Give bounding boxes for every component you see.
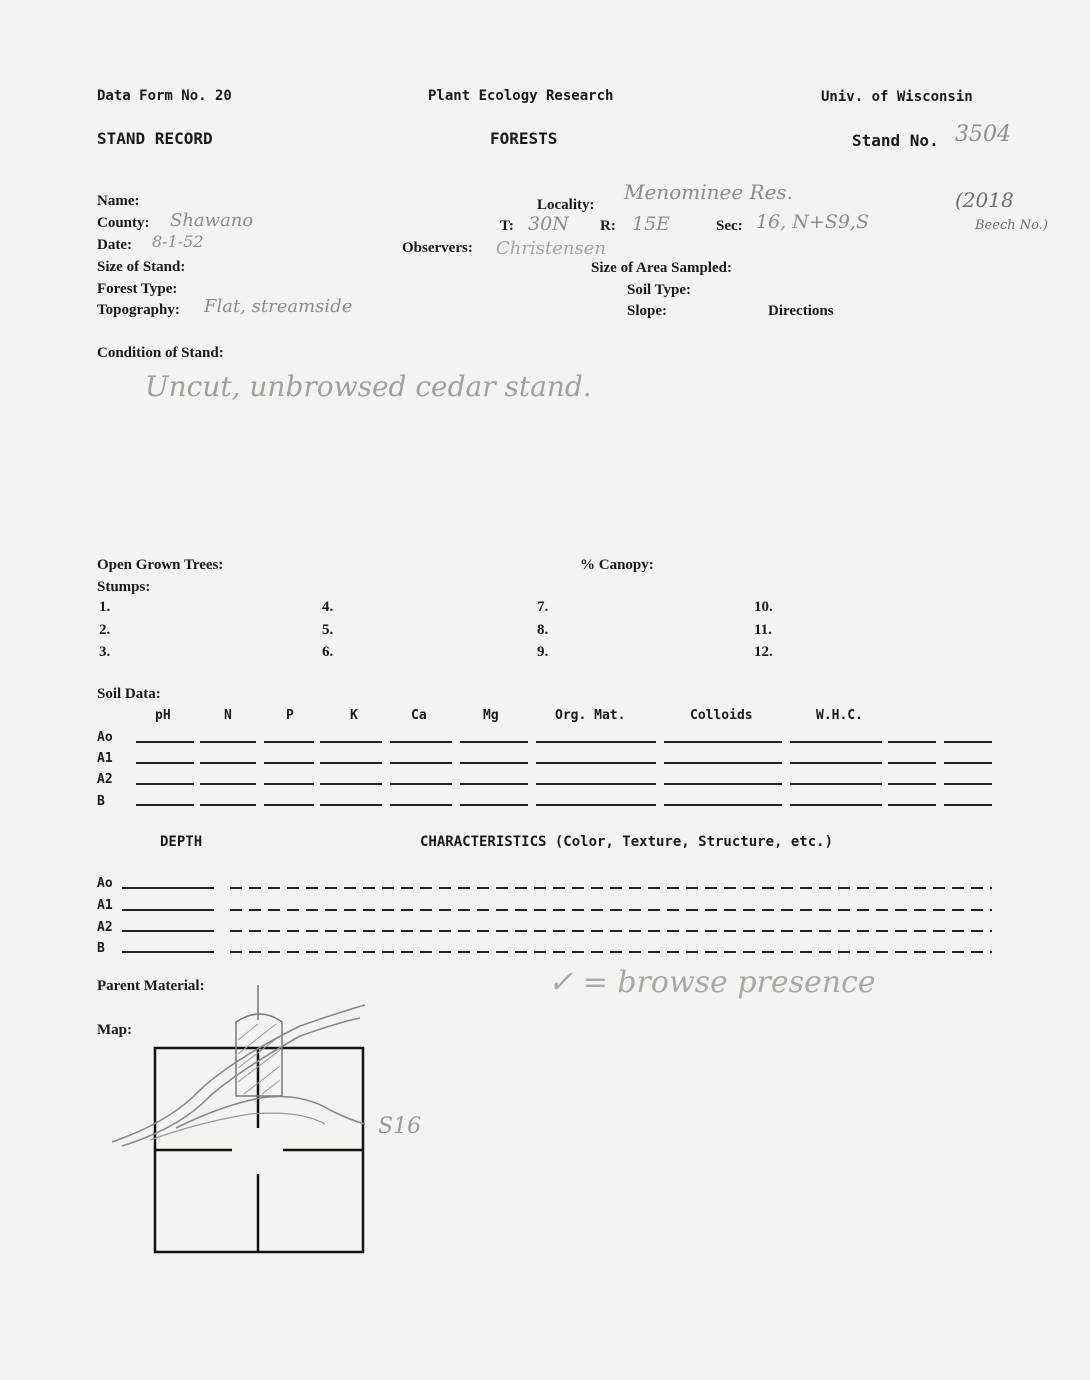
- stump-number: 4.: [322, 599, 334, 615]
- soil-column-header: W.H.C.: [816, 708, 863, 723]
- topography-value: Flat, streamside: [204, 296, 353, 317]
- form-type: FORESTS: [490, 129, 558, 148]
- parent-material-label: Parent Material:: [97, 978, 205, 994]
- stumps-label: Stumps:: [97, 579, 151, 595]
- stump-number: 7.: [537, 599, 549, 615]
- stump-number: 12.: [754, 644, 773, 660]
- soil-column-header: Org. Mat.: [555, 708, 626, 723]
- county-value: Shawano: [170, 210, 254, 231]
- soil-column-header: K: [350, 708, 358, 723]
- stand-number-label: Stand No.: [852, 131, 939, 150]
- depth-row-label: A1: [97, 898, 113, 913]
- stump-number: 6.: [322, 644, 334, 660]
- soil-row-label: A2: [97, 772, 113, 787]
- stand-number-value: 3504: [955, 122, 1011, 147]
- open-grown-trees-label: Open Grown Trees:: [97, 557, 224, 573]
- observers-label: Observers:: [402, 240, 473, 256]
- soil-column-header: Mg: [483, 708, 499, 723]
- date-value: 8-1-52: [152, 232, 204, 251]
- range-value: 15E: [632, 213, 671, 235]
- depth-row-label: Ao: [97, 876, 113, 891]
- characteristics-label: CHARACTERISTICS (Color, Texture, Structure, etc.): [420, 834, 834, 850]
- stump-number: 3.: [99, 644, 111, 660]
- locality-label: Locality:: [537, 197, 595, 213]
- canopy-label: % Canopy:: [580, 557, 654, 573]
- topography-label: Topography:: [97, 302, 180, 318]
- slope-label: Slope:: [627, 303, 668, 319]
- soil-data-label: Soil Data:: [97, 686, 161, 702]
- directions-label: Directions: [768, 303, 834, 319]
- township-value: 30N: [528, 213, 569, 235]
- soil-column-header: Colloids: [690, 708, 753, 723]
- name-label: Name:: [97, 193, 140, 209]
- soil-row-label: B: [97, 794, 105, 809]
- observers-value: Christensen: [496, 238, 606, 259]
- soil-row-label: A1: [97, 751, 113, 766]
- stump-number: 5.: [322, 622, 334, 638]
- soil-column-header: N: [224, 708, 232, 723]
- soil-column-header: P: [286, 708, 294, 723]
- size-area-sampled-label: Size of Area Sampled:: [591, 260, 732, 276]
- note-beech-number: Beech No.): [975, 218, 1048, 233]
- condition-value: Uncut, unbrowsed cedar stand.: [145, 370, 592, 403]
- stump-number: 1.: [99, 599, 111, 615]
- section-label: Sec:: [716, 218, 743, 234]
- date-label: Date:: [97, 237, 132, 253]
- soil-column-header: Ca: [411, 708, 427, 723]
- research-title: Plant Ecology Research: [428, 88, 614, 104]
- section-value: 16, N+S9,S: [756, 211, 869, 233]
- depth-row-label: B: [97, 941, 105, 956]
- township-label: T:: [500, 218, 514, 234]
- stump-number: 2.: [99, 622, 111, 638]
- condition-label: Condition of Stand:: [97, 345, 224, 361]
- form-number: Data Form No. 20: [97, 88, 232, 104]
- locality-value: Menominee Res.: [624, 180, 794, 204]
- stump-number: 11.: [754, 622, 772, 638]
- stump-number: 9.: [537, 644, 549, 660]
- soil-type-label: Soil Type:: [627, 282, 692, 298]
- stump-number: 8.: [537, 622, 549, 638]
- depth-row-label: A2: [97, 920, 113, 935]
- university: Univ. of Wisconsin: [821, 89, 973, 105]
- browse-note: ✓ = browse presence: [548, 965, 876, 1000]
- stump-number: 10.: [754, 599, 773, 615]
- range-label: R:: [600, 218, 616, 234]
- soil-row-label: Ao: [97, 730, 113, 745]
- size-of-stand-label: Size of Stand:: [97, 259, 186, 275]
- note-stand-number: (2018: [955, 188, 1014, 212]
- county-label: County:: [97, 215, 150, 231]
- soil-column-header: pH: [155, 708, 171, 723]
- map-section-label: S16: [378, 1114, 422, 1139]
- map-label: Map:: [97, 1022, 132, 1038]
- depth-label: DEPTH: [160, 834, 203, 850]
- forest-type-label: Forest Type:: [97, 281, 178, 297]
- record-title: STAND RECORD: [97, 129, 213, 148]
